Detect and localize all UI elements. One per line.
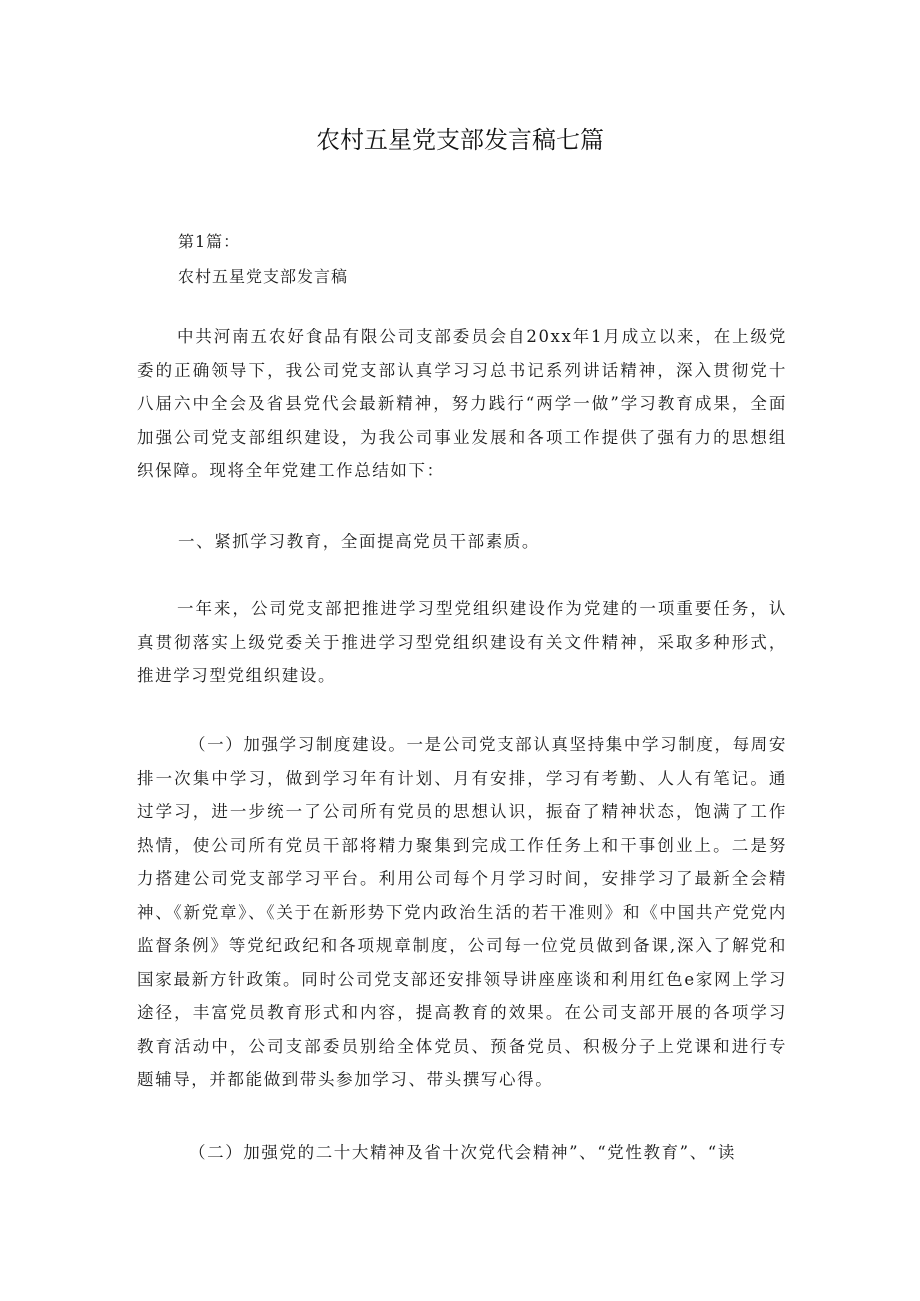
paragraph-section-1: 一年来，公司党支部把推进学习型党组织建设作为党建的一项重要任务，认真贯彻落实上级党委关于推进学习型党组织建设有关文件精神，采取多种形式，推进学习型党组织建设。 [137,599,787,685]
paragraph-subsection-2: （二）加强党的二十大精神及省十次党代会精神”、“党性教育”、“读 [189,1143,736,1162]
chapter-label: 第1篇： [178,232,241,251]
chapter-title: 农村五星党支部发言稿 [178,267,349,286]
paragraph-intro: 中共河南五农好食品有限公司支部委员会自20xx年1月成立以来，在上级党委的正确领导下，我公司党支部认真学习习总书记系列讲话精神，深入贯彻党十八届六中全会及省县党代会最新精神，努力践行“两学一做”学习教育成果，全面加强公司党支部组织建设，为我公司事业发展和各项工作提供了强有力的思想组织保障。现将全年党建工作总结如下： [137,327,787,480]
paragraph-subsection-1: （一）加强学习制度建设。一是公司党支部认真坚持集中学习制度，每周安排一次集中学习，做到学习年有计划、月有安排，学习有考勤、人人有笔记。通过学习，进一步统一了公司所有党员的思想认识，振奋了精神状态，饱满了工作热情，使公司所有党员干部将精力聚集到完成工作任务上和干事创业上。二是努力搭建公司党支部学习平台。利用公司每个月学习时间，安排学习了最新全会精神、《新党章》、《关于在新形势下党内政治生活的若干准则》和《中国共产党党内监督条例》等党纪政纪和各项规章制度，公司每一位党员做到备课,深入了解党和国家最新方针政策。同时公司党支部还安排领导讲座座谈和利用红色e家网上学习途径，丰富党员教育形式和内容，提高教育的效果。在公司支部开展的各项学习教育活动中，公司支部委员别给全体党员、预备党员、积极分子上党课和进行专题辅导，并都能做到带头参加学习、带头撰写心得。 [137,735,787,1089]
document-title: 农村五星党支部发言稿七篇 [316,126,604,154]
section-heading-1: 一、紧抓学习教育，全面提高党员干部素质。 [178,532,540,551]
